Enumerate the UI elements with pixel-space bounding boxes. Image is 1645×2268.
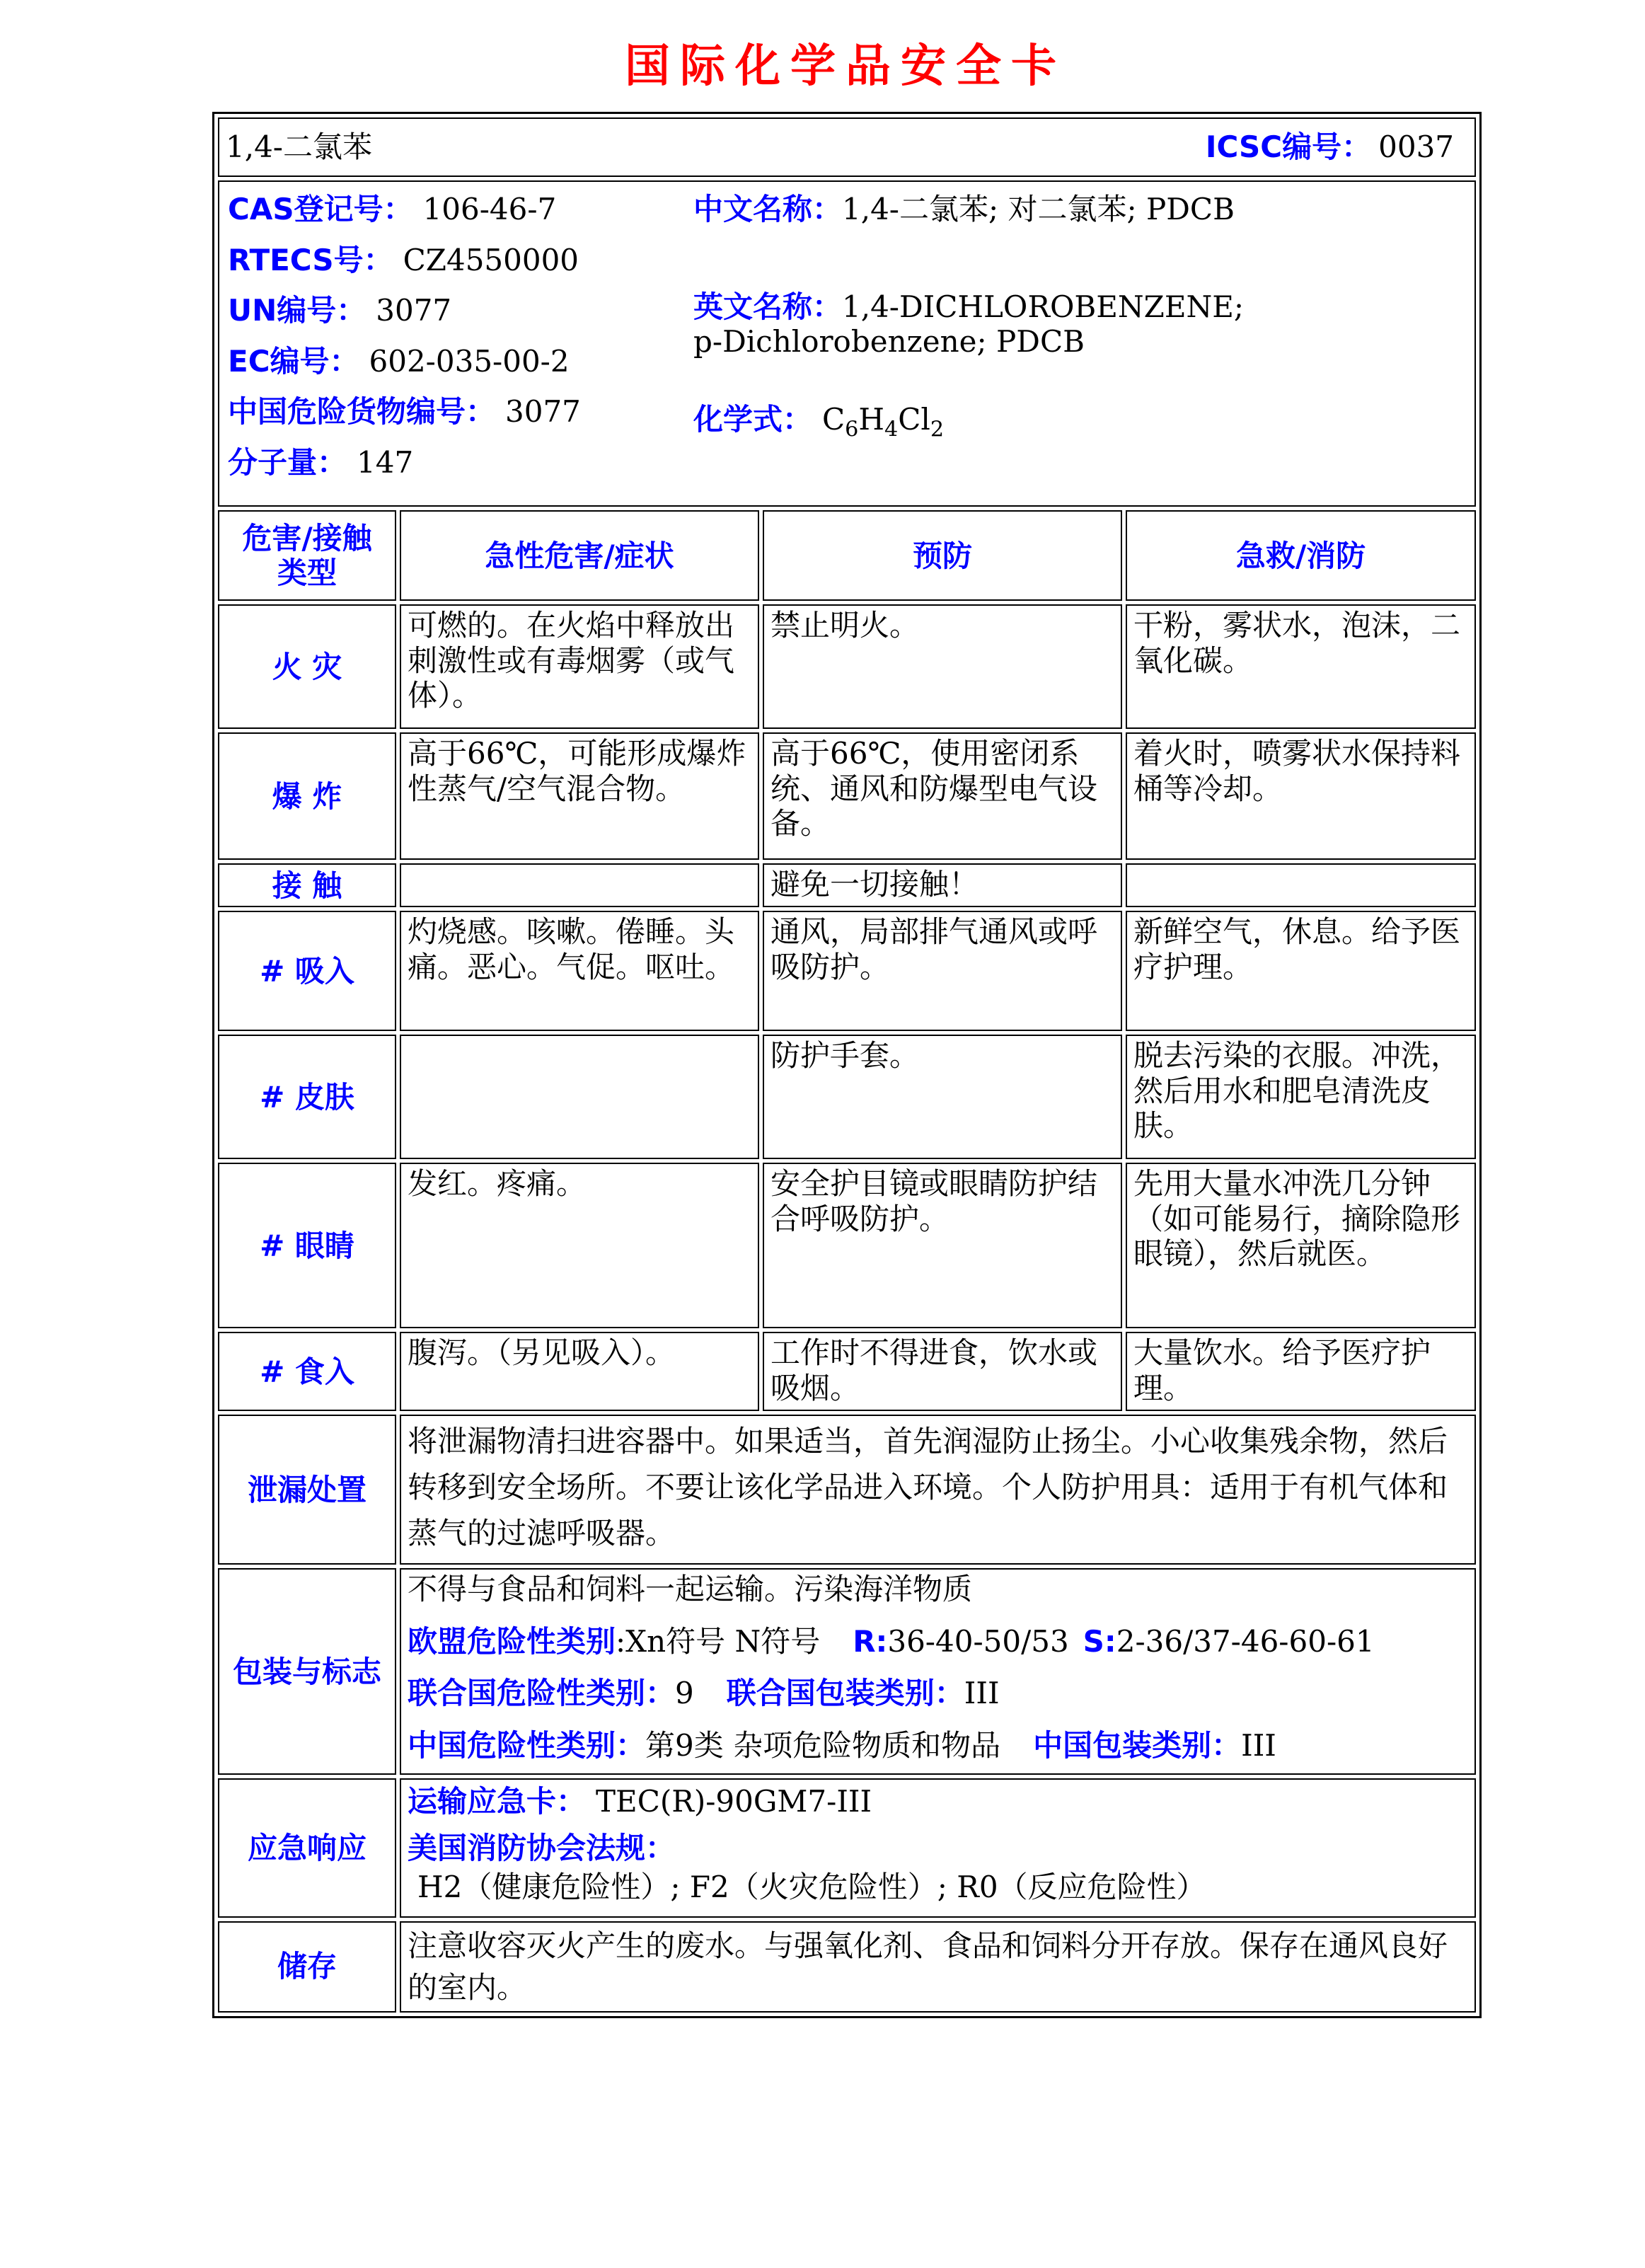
row-skin-label: # 皮肤	[218, 1035, 396, 1159]
china-class-line	[408, 1728, 1468, 1763]
tec-card-value: TEC(R)-90GM7-III	[596, 1784, 872, 1819]
header-hazard-type: 危害/接触 类型	[218, 510, 396, 601]
explosion-symptom: 高于66℃，可能形成爆炸性蒸气/空气混合物。	[400, 732, 759, 860]
s-phrases-label: S:	[1083, 1623, 1116, 1659]
nfpa-code-value: H2（健康危险性）; F2（火灾危险性）; R0（反应危险性）	[417, 1870, 1206, 1905]
row-explosion	[218, 732, 1476, 860]
row-fire	[218, 604, 1476, 729]
cas-number-line	[228, 192, 681, 227]
identifiers-row	[218, 180, 1476, 507]
icsc-label: ICSC编号：	[1205, 129, 1372, 165]
china-hazard-class-value: 第9类 杂项危险物质和物品	[645, 1727, 1001, 1763]
row-spill-disposal	[218, 1415, 1476, 1565]
row-inhalation-label: # 吸入	[218, 911, 396, 1031]
name-row	[218, 117, 1476, 177]
un-number-line	[228, 293, 681, 328]
tec-card-label: 运输应急卡：	[408, 1784, 587, 1819]
row-explosion-label: 爆 炸	[218, 732, 396, 860]
china-dg-label: 中国危险货物编号：	[228, 394, 496, 430]
spill-disposal-text: 将泄漏物清扫进容器中。如果适当，首先润湿防止扬尘。小心收集残余物，然后转移到安全场所。不要让该化学品进入环境。个人防护用具：适用于有机气体和蒸气的过滤呼吸器。	[400, 1415, 1476, 1565]
explosion-prevention: 高于66℃，使用密闭系统、通风和防爆型电气设备。	[763, 732, 1122, 860]
r-phrases-label: R:	[853, 1623, 888, 1659]
eyes-prevention: 安全护目镜或眼睛防护结合呼吸防护。	[763, 1163, 1122, 1328]
ingestion-firstaid: 大量饮水。给予医疗护理。	[1126, 1332, 1476, 1411]
contact-firstaid	[1126, 863, 1476, 907]
skin-symptom	[400, 1035, 759, 1159]
explosion-firstaid: 着火时，喷雾状水保持料桶等冷却。	[1126, 732, 1476, 860]
un-packing-group-label: 联合国包装类别：	[726, 1676, 964, 1711]
fire-prevention: 禁止明火。	[763, 604, 1122, 729]
header-firstaid-firefighting: 急救/消防	[1126, 510, 1476, 601]
row-packaging-labelling	[218, 1568, 1476, 1775]
inhalation-symptom: 灼烧感。咳嗽。倦睡。头痛。恶心。气促。呕吐。	[400, 911, 759, 1031]
china-packing-group-value: III	[1241, 1727, 1276, 1763]
row-eyes	[218, 1163, 1476, 1328]
english-name-line	[693, 289, 1266, 359]
s-phrases-value: 2-36/37-46-60-61	[1116, 1623, 1375, 1659]
ingestion-symptom: 腹泻。（另见吸入）。	[400, 1332, 759, 1411]
row-fire-label: 火 灾	[218, 604, 396, 729]
formula-value: $C_6H_4Cl_2$	[822, 401, 945, 442]
eyes-firstaid: 先用大量水冲洗几分钟（如可能易行，摘除隐形眼镜），然后就医。	[1126, 1163, 1476, 1328]
formula-line	[693, 402, 1266, 442]
row-inhalation	[218, 911, 1476, 1031]
skin-prevention: 防护手套。	[763, 1035, 1122, 1159]
rtecs-label: RTECS号：	[228, 242, 393, 277]
emergency-response-label: 应急响应	[218, 1778, 396, 1917]
rtecs-value: CZ4550000	[403, 242, 579, 277]
english-name-value: 1,4-DICHLOROBENZENE; p-Dichlorobenzene; PDCB	[693, 289, 1245, 359]
formula-label: 化学式：	[693, 401, 813, 437]
nfpa-code-label: 美国消防协会法规：	[408, 1830, 676, 1865]
english-name-label: 英文名称：	[693, 289, 843, 324]
row-contact-label: 接 触	[218, 863, 396, 907]
cas-value: 106-46-7	[422, 192, 557, 226]
cas-label: CAS登记号：	[228, 192, 413, 226]
inhalation-firstaid: 新鲜空气，休息。给予医疗护理。	[1126, 911, 1476, 1031]
chemical-name: 1,4-二氯苯	[226, 129, 372, 165]
chinese-name-label: 中文名称：	[693, 192, 843, 226]
inhalation-prevention: 通风，局部排气通风或呼吸防护。	[763, 911, 1122, 1031]
name-cell	[218, 117, 1476, 177]
china-packing-group-label: 中国包装类别：	[1033, 1727, 1242, 1763]
page-title: 国际化学品安全卡	[625, 40, 1066, 93]
contact-prevention: 避免一切接触！	[763, 863, 1122, 907]
contact-symptom	[400, 863, 759, 907]
fire-symptom: 可燃的。在火焰中释放出刺激性或有毒烟雾（或气体）。	[400, 604, 759, 729]
storage-label: 储存	[218, 1921, 396, 2013]
ec-number-line	[228, 344, 681, 379]
transport-note-line: 不得与食品和饲料一起运输。污染海洋物质	[408, 1572, 973, 1607]
un-packing-group-value: III	[964, 1676, 1000, 1711]
nfpa-code-line	[408, 1829, 1468, 1907]
china-dg-number-line	[228, 394, 681, 430]
un-value: 3077	[376, 293, 452, 328]
emergency-response-content	[400, 1778, 1476, 1917]
rtecs-number-line	[228, 243, 681, 278]
un-class-line	[408, 1676, 1468, 1711]
identifiers-cell	[218, 180, 1476, 507]
row-ingestion-label: # 食入	[218, 1332, 396, 1411]
eu-class-value: :Xn符号 N符号	[616, 1623, 821, 1659]
icsc-number-group	[1206, 129, 1454, 165]
header-prevention: 预防	[763, 510, 1122, 601]
packaging-labelling-label: 包装与标志	[218, 1568, 396, 1775]
row-contact	[218, 863, 1476, 907]
hazard-header-row	[218, 510, 1476, 601]
eu-class-label: 欧盟危险性类别	[408, 1623, 616, 1659]
china-dg-value: 3077	[505, 394, 581, 430]
tec-card-line	[408, 1782, 1468, 1821]
china-hazard-class-label: 中国危险性类别：	[408, 1727, 646, 1763]
ec-label: EC编号：	[228, 343, 359, 379]
molecular-weight-label: 分子量：	[228, 444, 347, 480]
ec-value: 602-035-00-2	[369, 343, 570, 379]
chinese-name-line	[693, 192, 1266, 227]
eyes-symptom: 发红。疼痛。	[400, 1163, 759, 1328]
skin-firstaid: 脱去污染的衣服。冲洗，然后用水和肥皂清洗皮肤。	[1126, 1035, 1476, 1159]
chinese-name-value: 1,4-二氯苯; 对二氯苯; PDCB	[842, 192, 1235, 226]
r-phrases-value: 36-40-50/53	[887, 1623, 1069, 1659]
identifier-list	[228, 192, 681, 495]
row-emergency-response	[218, 1778, 1476, 1917]
spill-disposal-label: 泄漏处置	[218, 1415, 396, 1565]
name-formula-block	[693, 192, 1266, 495]
row-storage	[218, 1921, 1476, 2013]
fire-firstaid: 干粉，雾状水，泡沫，二氧化碳。	[1126, 604, 1476, 729]
un-hazard-class-label: 联合国危险性类别：	[408, 1676, 676, 1711]
header-acute-symptoms: 急性危害/症状	[400, 510, 759, 601]
molecular-weight-line	[228, 445, 681, 480]
eu-hazard-class-line	[408, 1624, 1468, 1659]
ingestion-prevention: 工作时不得进食，饮水或吸烟。	[763, 1332, 1122, 1411]
packaging-labelling-content	[400, 1568, 1476, 1775]
un-hazard-class-value: 9	[675, 1676, 694, 1711]
un-label: UN编号：	[228, 293, 366, 328]
storage-text: 注意收容灭火产生的废水。与强氧化剂、食品和饲料分开存放。保存在通风良好的室内。	[400, 1921, 1476, 2013]
row-skin	[218, 1035, 1476, 1159]
icsc-card-table	[212, 112, 1482, 2018]
icsc-number: 0037	[1378, 129, 1455, 165]
molecular-weight-value: 147	[357, 444, 414, 480]
row-eyes-label: # 眼睛	[218, 1163, 396, 1328]
row-ingestion	[218, 1332, 1476, 1411]
